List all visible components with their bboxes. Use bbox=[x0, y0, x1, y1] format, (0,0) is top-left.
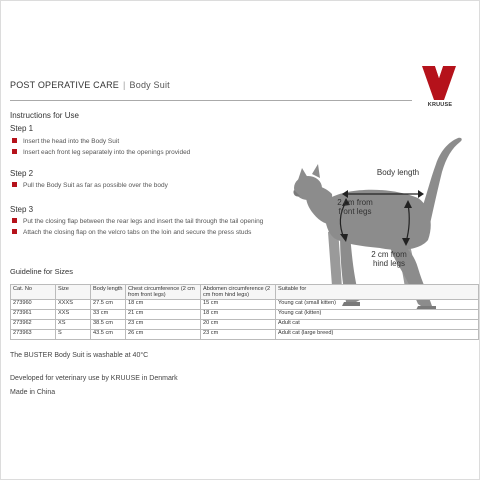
table-cell: Adult cat bbox=[276, 320, 479, 330]
column-header: Body length bbox=[91, 285, 126, 300]
made-in-note: Made in China bbox=[10, 389, 56, 396]
step-1-bullet-1: Insert the head into the Body Suit bbox=[12, 138, 119, 145]
table-cell: 15 cm bbox=[201, 300, 276, 310]
column-header: Cat. No bbox=[11, 285, 56, 300]
table-cell: 21 cm bbox=[126, 310, 201, 320]
table-cell: 33 cm bbox=[91, 310, 126, 320]
logo-text: KRUUSE bbox=[427, 102, 453, 108]
table-cell: XXXS bbox=[56, 300, 91, 310]
table-cell: 273962 bbox=[11, 320, 56, 330]
washable-note: The BUSTER Body Suit is washable at 40°C bbox=[10, 352, 149, 359]
instructions-heading: Instructions for Use bbox=[10, 111, 79, 120]
table-row bbox=[11, 320, 479, 330]
step-2-bullet-1: Pull the Body Suit as far as possible over the body bbox=[12, 182, 168, 189]
table-cell: 26 cm bbox=[126, 330, 201, 340]
bullet-marker bbox=[12, 182, 17, 187]
table-cell: 273963 bbox=[11, 330, 56, 340]
table-cell: XS bbox=[56, 320, 91, 330]
subtitle-text: Body Suit bbox=[129, 80, 170, 90]
table-cell: 43.5 cm bbox=[91, 330, 126, 340]
table-cell: Young cat (small kitten) bbox=[276, 300, 479, 310]
table-cell: 23 cm bbox=[126, 320, 201, 330]
step-1-title: Step 1 bbox=[10, 124, 34, 133]
column-header: Abdomen circumference (2 cm from hind legs) bbox=[201, 285, 276, 300]
column-header: Suitable for bbox=[276, 285, 479, 300]
kruuse-logo-icon bbox=[422, 66, 456, 100]
title-separator: | bbox=[123, 80, 126, 90]
hind-legs-label: 2 cm from hind legs bbox=[371, 250, 407, 268]
bullet-marker bbox=[12, 218, 17, 223]
table-cell: 18 cm bbox=[126, 300, 201, 310]
table-cell: 23 cm bbox=[201, 330, 276, 340]
body-length-label: Body length bbox=[368, 168, 428, 177]
developed-note: Developed for veterinary use by KRUUSE in Denmark bbox=[10, 375, 178, 382]
step-3-title: Step 3 bbox=[10, 205, 34, 214]
table-cell: Adult cat (large breed) bbox=[276, 330, 479, 340]
page-title bbox=[10, 80, 170, 90]
table-cell: 38.5 cm bbox=[91, 320, 126, 330]
table-header-row bbox=[11, 285, 479, 300]
column-header: Size bbox=[56, 285, 91, 300]
table-row bbox=[11, 330, 479, 340]
column-header: Chest circumference (2 cm from front legs) bbox=[126, 285, 201, 300]
guideline-title: Guideline for Sizes bbox=[10, 267, 73, 276]
table-row bbox=[11, 310, 479, 320]
front-legs-label: 2 cm from front legs bbox=[337, 198, 373, 216]
bullet-marker bbox=[12, 149, 17, 154]
header-divider bbox=[10, 100, 412, 101]
table-cell: 27.5 cm bbox=[91, 300, 126, 310]
step-1-bullet-2: Insert each front leg separately into the openings provided bbox=[12, 149, 190, 156]
table-row bbox=[11, 300, 479, 310]
step-3-bullet-2: Attach the closing flap on the velcro tabs on the loin and secure the press studs bbox=[12, 229, 251, 236]
table-cell: 273961 bbox=[11, 310, 56, 320]
size-table bbox=[10, 284, 479, 340]
table-cell: 18 cm bbox=[201, 310, 276, 320]
table-cell: S bbox=[56, 330, 91, 340]
title-text: POST OPERATIVE CARE bbox=[10, 80, 119, 90]
step-3-bullet-1: Put the closing flap between the rear legs and insert the tail through the tail opening bbox=[12, 218, 263, 225]
table-cell: 273960 bbox=[11, 300, 56, 310]
table-cell: 20 cm bbox=[201, 320, 276, 330]
table-cell: XXS bbox=[56, 310, 91, 320]
bullet-marker bbox=[12, 229, 17, 234]
step-2-title: Step 2 bbox=[10, 169, 34, 178]
table-cell: Young cat (kitten) bbox=[276, 310, 479, 320]
bullet-marker bbox=[12, 138, 17, 143]
